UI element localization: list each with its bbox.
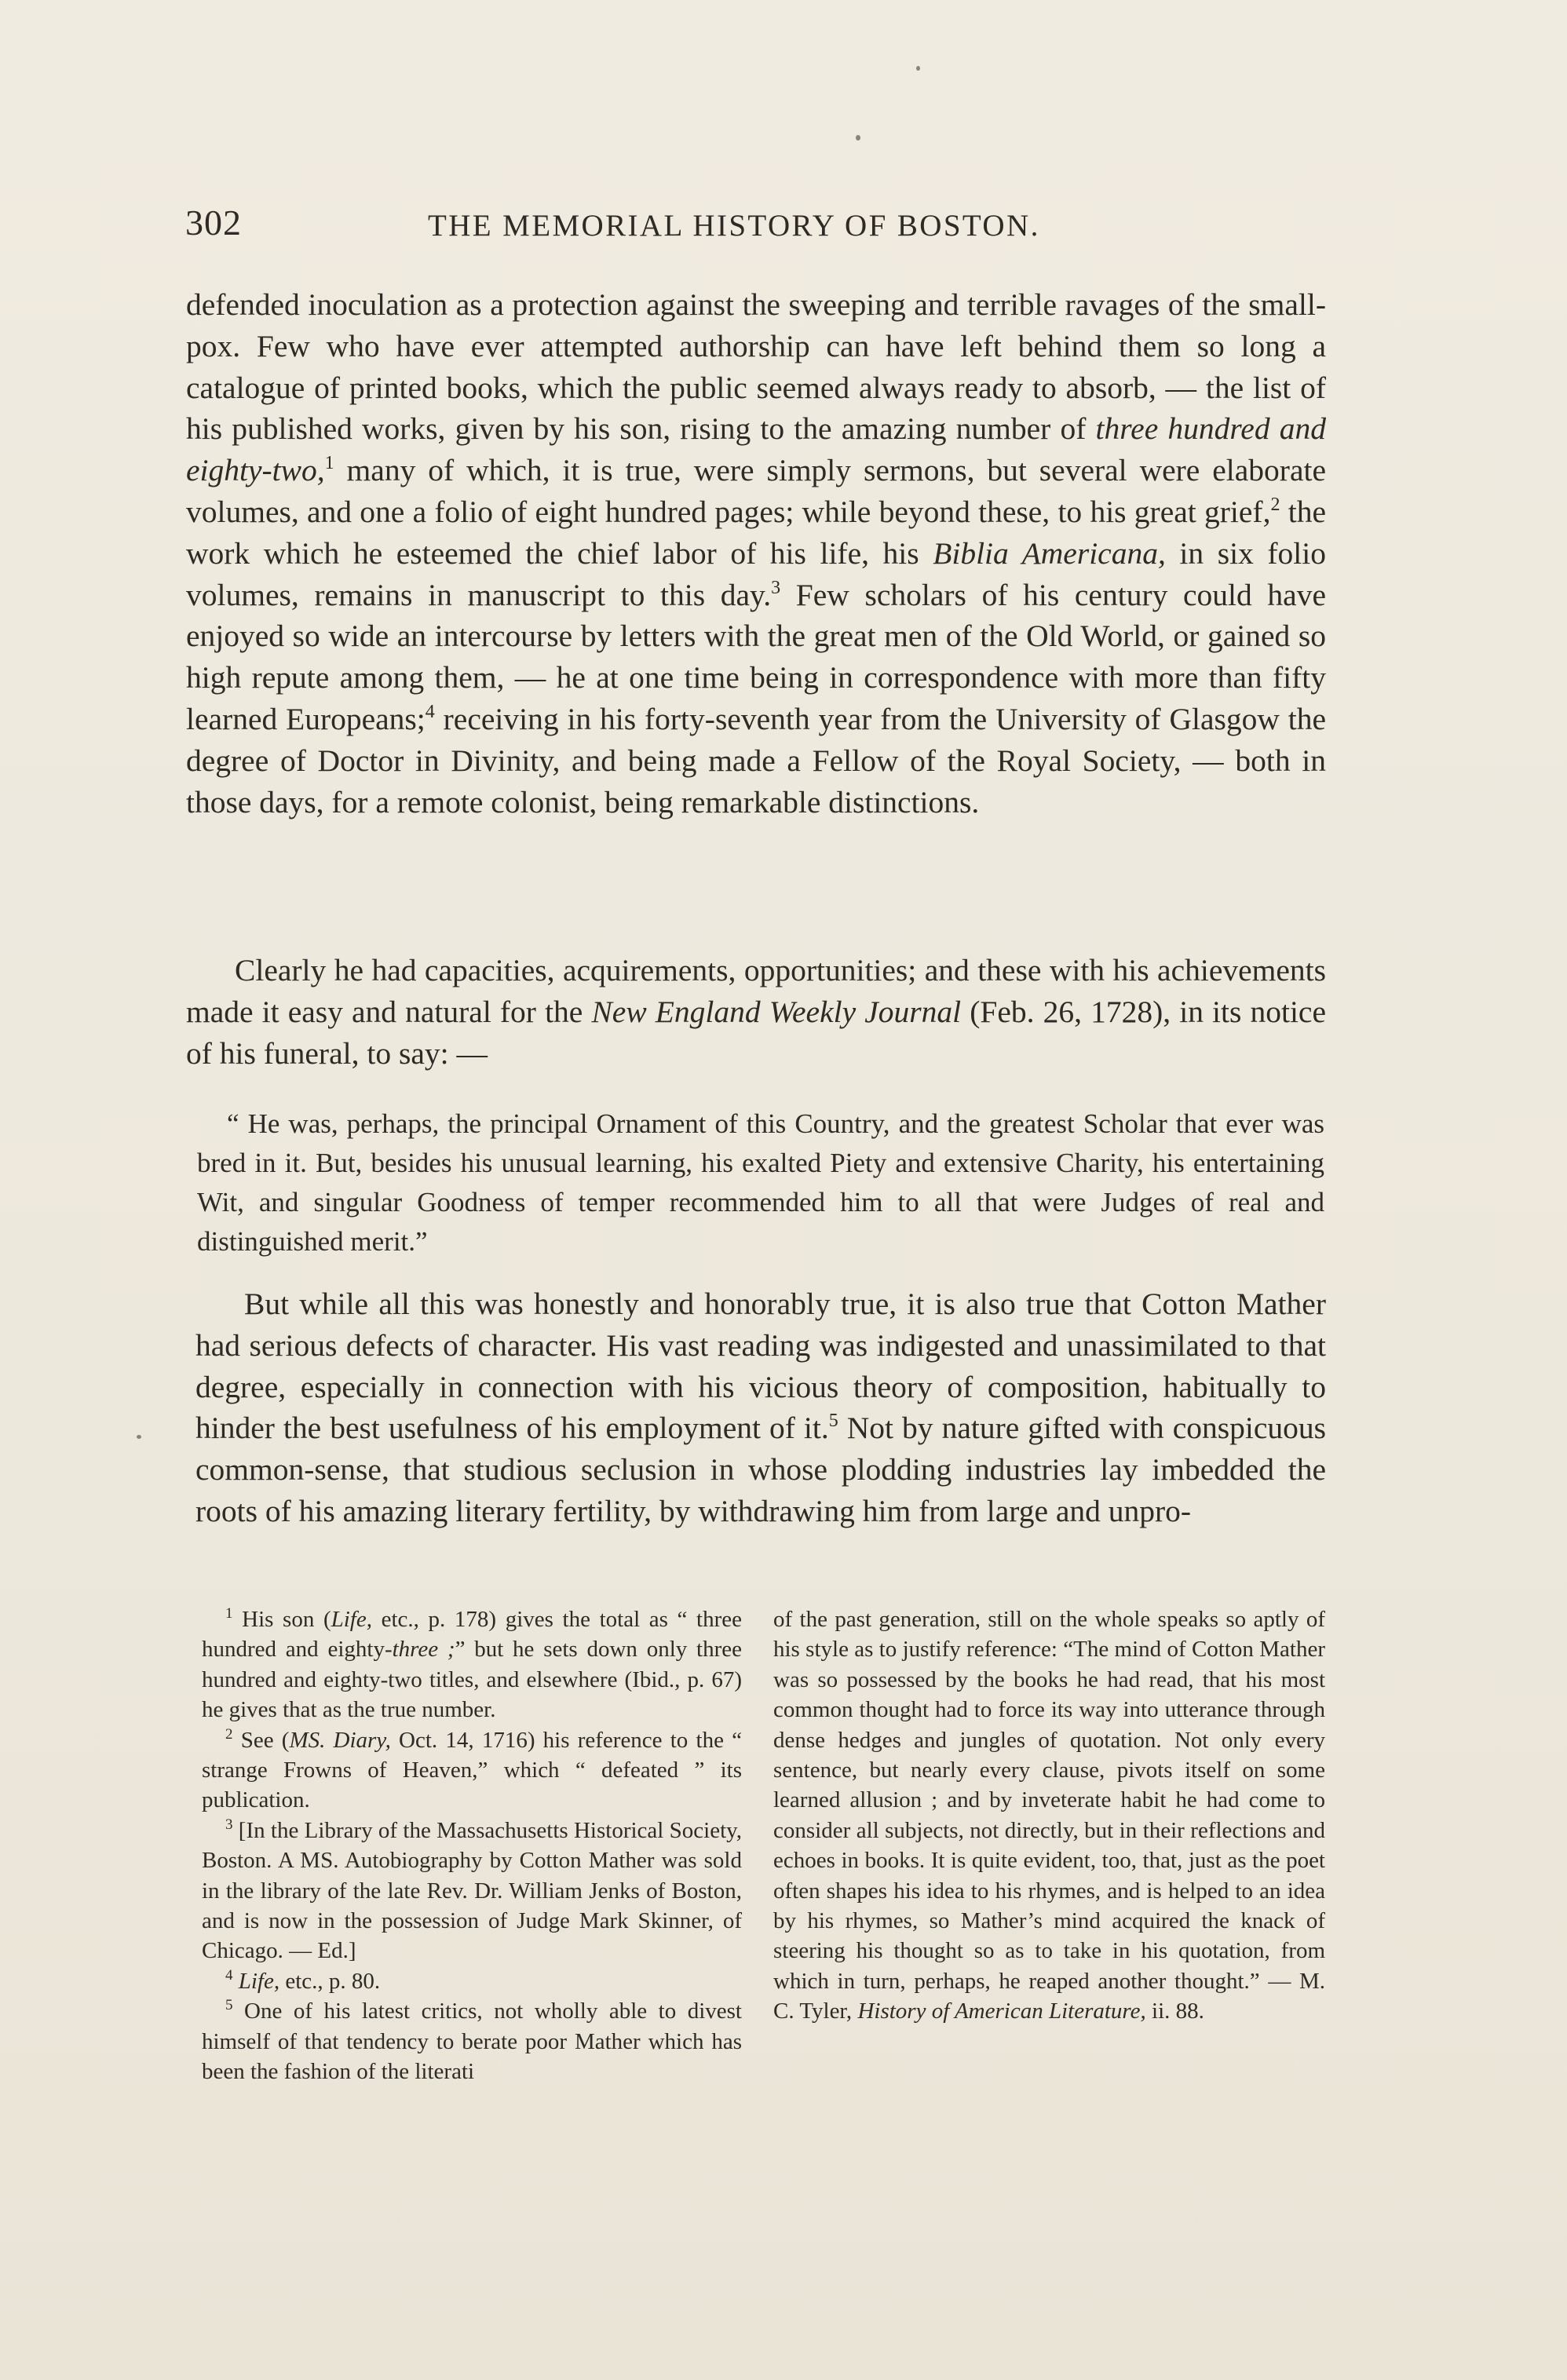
footnote-1: $^1$ His son (Life, etc., p. 178) gives the total as “ three hundred and eighty-three ;” but he sets down only three hundred and eighty-two titles, and elsewhere (Ibid., p. 67) he gives that as the true number. bbox=[202, 1605, 742, 1723]
footnote-ref-4: 4 bbox=[425, 701, 435, 722]
paper-speck bbox=[137, 1435, 141, 1439]
footnote-ref-2: 2 bbox=[1270, 494, 1280, 515]
footnote-ref-1: 1 bbox=[324, 453, 334, 474]
footnote-5: $^5$ One of his latest critics, not wholly able to divest himself of that tendency to berate poor Mather which has been the fashion of the literati bbox=[202, 1997, 742, 2085]
paragraph-2: Clearly he had capacities, acquirements, opportunities; and these with his achievements made it easy and natural for the New England Weekly Journal (Feb. 26, 1728), in its notice of his funeral, to say: — bbox=[186, 953, 1326, 1071]
footnote-2: $^2$ See (MS. Diary, Oct. 14, 1716) his reference to the “ strange Frowns of Heaven,” which “ defeated ” its publication. bbox=[202, 1725, 743, 1813]
footnote-ref-3: 3 bbox=[771, 577, 781, 598]
page-number: 302 bbox=[185, 203, 242, 243]
footnote-5-continued: of the past generation, still on the whole speaks so aptly of his style as to justify reference: “The mind of Cotton Mather was so possessed by the books he had read, that his most common thought had to force its way into utterance through dense hedges and jungles of quotation. Not only every sentence, but nearly every clause, pivots itself on some learned allusion ; and by inveterate habit he had come to consider all subjects, not directly, but in their reflections and echoes in books. It is quite evident, too, that, just as the poet often shapes his idea to his rhymes, and is helped to an idea by his rhymes, so Mather’s mind acquired the knack of steering his thought so as to take in his quotation, from which in turn, perhaps, he reaped another thought.” — M. C. Tyler, History of American Literature, ii. 88. bbox=[773, 1607, 1325, 2024]
footnotes-left-column bbox=[202, 1604, 742, 2087]
block-quote: “ He was, perhaps, the principal Ornament of this Country, and the greatest Scholar that ever was bred in it. But, besides his unusual learning, his exalted Piety and extensive Charity, his entertaining Wit, and singular Goodness of temper recommended him to all that were Judges of real and distinguished merit.” bbox=[197, 1108, 1324, 1257]
footnote-3: $^3$ [In the Library of the Massachusetts Historical Society, Boston. A MS. Autobiography by Cotton Mather was sold in the library of the late Rev. Dr. William Jenks of Boston, and is now in the possession of Judge Mark Skinner, of Chicago. — Ed.] bbox=[202, 1816, 742, 1964]
running-head: THE MEMORIAL HISTORY OF BOSTON. bbox=[428, 209, 1040, 243]
paper-speck bbox=[856, 135, 860, 141]
footnote-ref-5: 5 bbox=[828, 1411, 838, 1432]
paper-speck bbox=[916, 66, 920, 71]
paragraph-3: But while all this was honestly and honorably true, it is also true that Cotton Mather had serious defects of character. His vast reading was indigested and unassimilated to that degree, especially in connection with his vicious theory of composition, habitually to hinder the best usefulness of his employment of it.$^5$ Not by nature gifted with conspicuous common-sense, that studious seclusion in whose plodding industries lay imbedded the roots of his amazing literary fertility, by withdrawing him from large and unpro- bbox=[195, 1287, 1326, 1528]
paragraph-1: defended inoculation as a protection against the sweeping and terrible ravages of the small-pox. Few who have ever attempted authorship can have left behind them so long a catalogue of printed books, which the public seemed always ready to absorb, — the list of his published works, given by his son, rising to the amazing number of three hundred and eighty-two,$^1$ many of which, it is true, were simply sermons, but several were elaborate volumes, and one a folio of eight hundred pages; while beyond these, to his great grief,$^2$ the work which he esteemed the chief labor of his life, his Biblia Americana, in six folio volumes, remains in manuscript to this day.$^3$ Few scholars of his century could have enjoyed so wide an intercourse by letters with the great men of the Old World, or gained so high repute among them, — he at one time being in correspondence with more than fifty learned Europeans;$^4$ receiving in his forty-seventh year from the University of Glasgow the degree of Doctor in Divinity, and being made a Fellow of the Royal Society, — both in those days, for a remote colonist, being remarkable distinctions. bbox=[186, 287, 1326, 819]
footnote-4: $^4$ Life, etc., p. 80. bbox=[225, 1966, 381, 1994]
footnotes-right-column bbox=[773, 1604, 1325, 2027]
